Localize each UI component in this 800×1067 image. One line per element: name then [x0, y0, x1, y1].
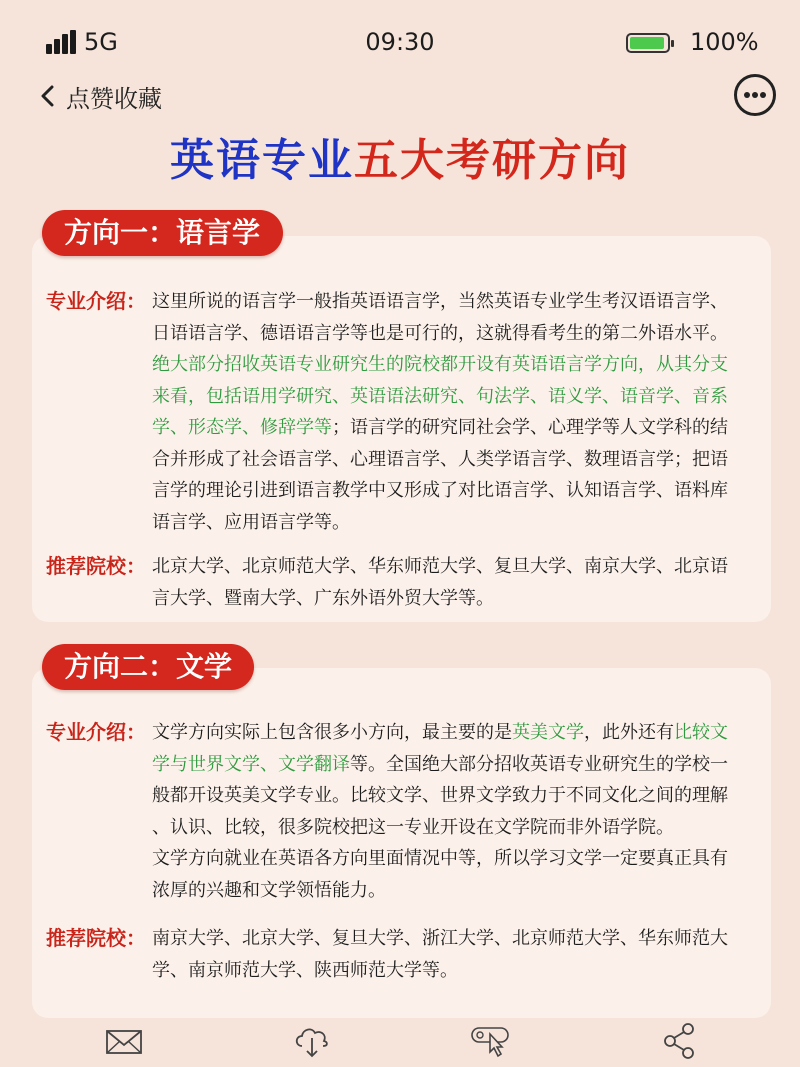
title-part-a: 英语专业 — [170, 135, 354, 186]
text-line — [152, 843, 728, 875]
touch-icon[interactable] — [470, 1022, 510, 1060]
back-label[interactable]: 点赞收藏 — [66, 85, 162, 113]
text-line — [152, 381, 728, 413]
bottom-toolbar — [0, 1018, 800, 1067]
text-line — [152, 749, 728, 781]
share-icon[interactable] — [660, 1022, 700, 1060]
network-type: 5G — [84, 28, 118, 56]
body-text: 浓厚的兴趣和文学领悟能力。 — [152, 879, 386, 901]
schools-label: 推荐院校： — [46, 554, 146, 578]
text-line — [152, 923, 728, 955]
more-options-button[interactable] — [734, 74, 776, 116]
body-text: ；语言学的研究同社会学、心理学等人文学科的结 — [332, 417, 728, 438]
section-heading: 方向二：文学 — [42, 644, 254, 690]
highlight-text: 学、形态学、修辞学等 — [152, 417, 332, 438]
chevron-left-icon[interactable] — [38, 85, 58, 107]
schools-text — [152, 551, 728, 614]
text-line — [152, 286, 728, 318]
text-line — [152, 412, 728, 444]
text-line — [152, 955, 728, 987]
body-text: 等。全国绝大部分招收英语专业研究生的学校一 — [350, 753, 728, 775]
text-line — [152, 318, 728, 350]
page-title — [0, 124, 800, 188]
clock: 09:30 — [365, 28, 435, 56]
battery-percent: 100% — [690, 28, 759, 56]
body-text: 言大学、暨南大学、广东外语外贸大学等。 — [152, 587, 494, 609]
highlight-text: 英美文学 — [512, 722, 584, 743]
text-line — [152, 475, 728, 507]
body-text: 北京大学、北京师范大学、华东师范大学、复旦大学、南京大学、北京语 — [152, 556, 728, 577]
highlight-text: 绝大部分招收英语专业研究生的院校都开设有英语语言学方向，从其分支 — [152, 354, 728, 375]
text-line — [152, 349, 728, 381]
title-part-b: 五大考研方向 — [354, 135, 630, 186]
body-text: 言学的理论引进到语言教学中又形成了对比语言学、认知语言学、语料库 — [152, 480, 728, 501]
text-line — [152, 444, 728, 476]
text-line — [152, 875, 728, 907]
intro-text — [152, 286, 728, 538]
body-text: ，此外还有 — [584, 722, 674, 743]
highlight-text: 来看，包括语用学研究、英语语法研究、句法学、语义学、语音学、音系 — [152, 385, 728, 407]
body-text: 合并形成了社会语言学、心理语言学、人类学语言学、数理语言学；把语 — [152, 448, 728, 470]
text-line — [152, 780, 728, 812]
body-text: 般都开设英美文学专业。比较文学、世界文学致力于不同文化之间的理解 — [152, 785, 728, 806]
intro-text — [152, 717, 728, 906]
section-heading: 方向一：语言学 — [42, 210, 283, 256]
intro-label: 专业介绍： — [46, 289, 146, 313]
battery-icon — [626, 33, 670, 53]
body-text: 语言学、应用语言学等。 — [152, 511, 350, 533]
body-text: 日语语言学、德语语言学等也是可行的，这就得看考生的第二外语水平。 — [152, 322, 728, 344]
body-text: 、认识、比较，很多院校把这一专业开设在文学院而非外语学院。 — [152, 816, 674, 838]
intro-label: 专业介绍： — [46, 720, 146, 744]
body-text: 南京大学、北京大学、复旦大学、浙江大学、北京师范大学、华东师范大 — [152, 928, 728, 949]
text-line — [152, 717, 728, 749]
body-text: 这里所说的语言学一般指英语语言学，当然英语专业学生考汉语语言学、 — [152, 291, 728, 312]
mail-icon[interactable] — [104, 1022, 144, 1060]
body-text: 学、南京师范大学、陕西师范大学等。 — [152, 959, 458, 981]
text-line — [152, 583, 728, 615]
schools-text — [152, 923, 728, 986]
status-bar — [0, 0, 800, 80]
body-text: 文学方向实际上包含很多小方向，最主要的是 — [152, 722, 512, 743]
text-line — [152, 812, 728, 844]
text-line — [152, 507, 728, 539]
text-line — [152, 551, 728, 583]
highlight-text: 学与世界文学、文学翻译 — [152, 753, 350, 775]
body-text: 文学方向就业在英语各方向里面情况中等，所以学习文学一定要真正具有 — [152, 848, 728, 869]
cloud-download-icon[interactable] — [292, 1022, 332, 1060]
nav-bar — [0, 70, 800, 120]
highlight-text: 比较文 — [674, 722, 728, 743]
schools-label: 推荐院校： — [46, 926, 146, 950]
